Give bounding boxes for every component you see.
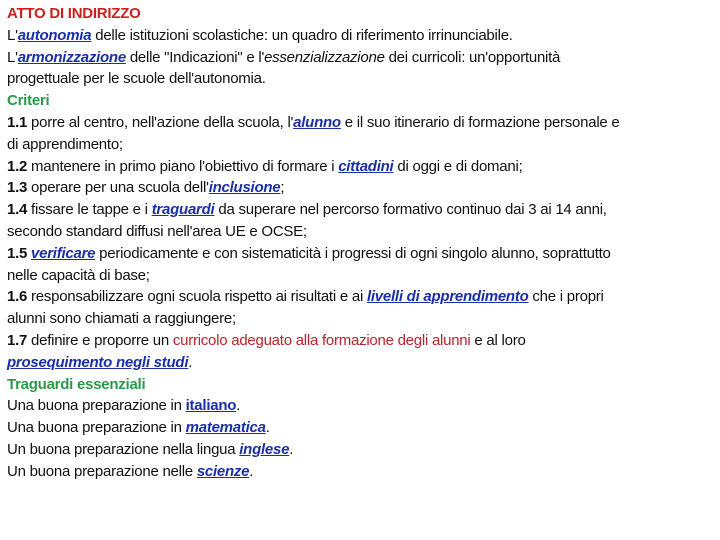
criterio-number: 1.1 <box>7 113 28 131</box>
traguardo-scienze <box>7 461 720 483</box>
text: . <box>236 397 241 415</box>
traguardo-inglese <box>7 439 720 461</box>
link-traguardi[interactable]: traguardi <box>151 201 215 219</box>
traguardo-matematica <box>7 417 720 439</box>
text: di apprendimento; <box>7 135 123 153</box>
text: e il suo itinerario di formazione personale e <box>340 113 620 131</box>
highlighted-text: curricolo adeguato alla formazione degli alunni <box>172 331 471 349</box>
criterio-1-1 <box>7 112 720 156</box>
text: Una buona preparazione in <box>7 397 186 415</box>
text: nelle capacità di base; <box>7 266 150 284</box>
text: . <box>249 462 254 480</box>
criterio-1-2 <box>7 156 720 178</box>
intro-line-3: progettuale per le scuole dell'autonomia. <box>7 70 266 88</box>
link-verificare[interactable]: verificare <box>31 244 96 262</box>
text: fissare le tappe e i <box>27 201 152 219</box>
intro-line-2 <box>7 47 720 69</box>
text: da superare nel percorso formativo continuo dai 3 ai 14 anni, <box>214 201 607 219</box>
link-armonizzazione[interactable]: armonizzazione <box>17 48 126 66</box>
text: Un buona preparazione nella lingua <box>7 440 240 458</box>
text: periodicamente e con sistematicità i progressi di ogni singolo alunno, soprattutto <box>95 244 611 262</box>
document-title: ATTO DI INDIRIZZO <box>7 5 141 22</box>
text: definire e proporre un <box>27 331 173 349</box>
text: . <box>289 440 294 458</box>
link-matematica[interactable]: matematica <box>185 419 266 437</box>
criterio-1-5 <box>7 243 720 287</box>
criterio-number: 1.2 <box>7 157 28 175</box>
traguardi-heading: Traguardi essenziali <box>7 375 146 393</box>
traguardo-italiano <box>7 395 720 417</box>
criterio-number: 1.7 <box>7 331 28 349</box>
criterio-1-3 <box>7 177 720 199</box>
text: . <box>188 353 193 371</box>
text: L' <box>7 26 18 44</box>
text: Un buona preparazione nelle <box>7 462 197 480</box>
text: L' <box>7 48 18 66</box>
link-inclusione[interactable]: inclusione <box>208 179 281 197</box>
text: . <box>265 419 270 437</box>
text: porre al centro, nell'azione della scuola, l' <box>27 113 294 131</box>
text: che i propri <box>528 288 604 306</box>
text: alunni sono chiamati a raggiungere; <box>7 310 236 328</box>
criterio-1-7 <box>7 330 720 374</box>
link-autonomia[interactable]: autonomia <box>17 26 92 44</box>
criterio-number: 1.4 <box>7 201 28 219</box>
link-prosequimento-negli-studi[interactable]: prosequimento negli studi <box>7 353 189 371</box>
criterio-number: 1.5 <box>7 244 28 262</box>
link-inglese[interactable]: inglese <box>239 440 290 458</box>
link-italiano[interactable]: italiano <box>185 397 237 415</box>
text: responsabilizzare ogni scuola rispetto ai risultati e ai <box>27 288 367 306</box>
text: mantenere in primo piano l'obiettivo di formare i <box>27 157 339 175</box>
text: ; <box>280 179 285 197</box>
text: delle istituzioni scolastiche: un quadro di riferimento irrinunciabile. <box>91 26 513 44</box>
criterio-1-6 <box>7 286 720 330</box>
criterio-1-4 <box>7 199 720 243</box>
criteri-heading: Criteri <box>7 92 50 110</box>
text: dei curricoli: un'opportunità <box>384 48 561 66</box>
link-livelli-di-apprendimento[interactable]: livelli di apprendimento <box>366 288 529 306</box>
link-scienze[interactable]: scienze <box>196 462 250 480</box>
link-cittadini[interactable]: cittadini <box>338 157 394 175</box>
text: e al loro <box>470 331 526 349</box>
intro-line-1 <box>7 25 720 47</box>
italic-text: essenzializzazione <box>264 48 385 66</box>
criterio-number: 1.3 <box>7 179 28 197</box>
text: operare per una scuola dell' <box>27 179 209 197</box>
text: di oggi e di domani; <box>393 157 523 175</box>
link-alunno[interactable]: alunno <box>293 113 341 131</box>
text: Una buona preparazione in <box>7 419 186 437</box>
criterio-number: 1.6 <box>7 288 28 306</box>
text: secondo standard diffusi nell'area UE e OCSE; <box>7 222 307 240</box>
text: delle "Indicazioni" e l' <box>125 48 265 66</box>
